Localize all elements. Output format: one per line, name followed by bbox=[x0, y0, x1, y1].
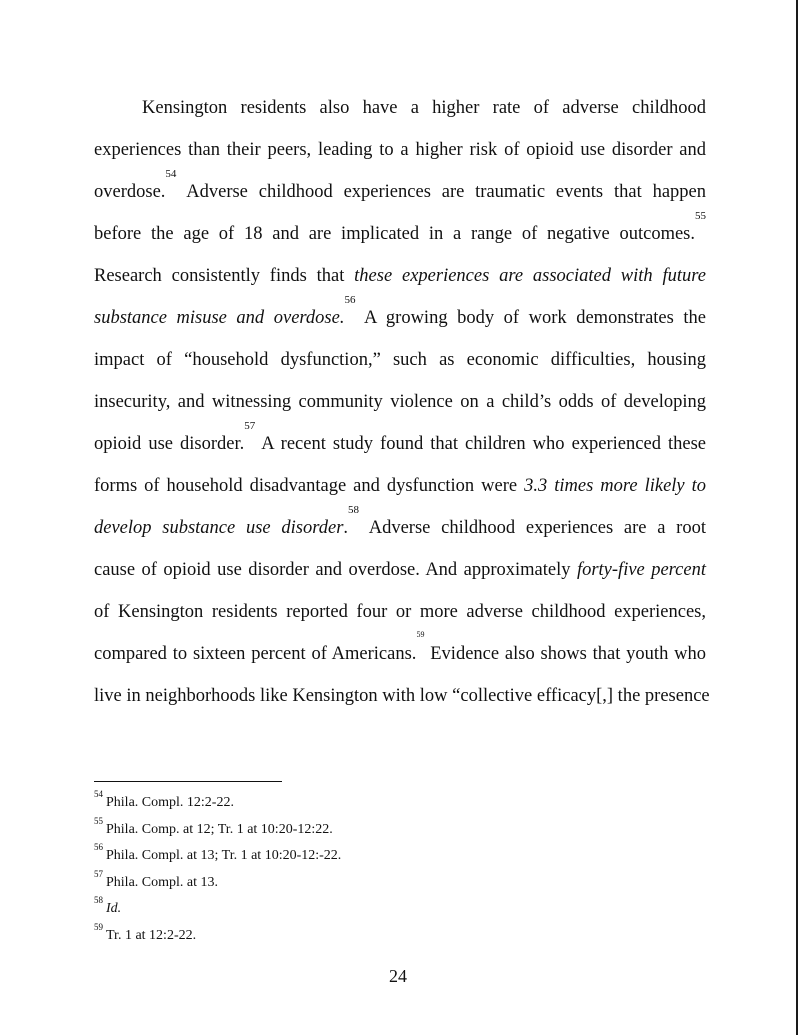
text-line bbox=[94, 129, 706, 171]
text-segment: overdose. bbox=[94, 182, 166, 202]
footnote-reference: 54 bbox=[165, 168, 177, 180]
footnote-reference: 58 bbox=[348, 504, 360, 516]
italic-text: develop substance use disorder bbox=[94, 518, 344, 538]
italic-text: Id. bbox=[106, 901, 122, 916]
footnote-number: 54 bbox=[94, 789, 103, 799]
text-segment: Adverse childhood experiences are a root bbox=[359, 518, 706, 538]
text-line bbox=[94, 381, 706, 423]
text-segment: insecurity, and witnessing community violence on a child’s odds of developing bbox=[94, 392, 706, 412]
text-line bbox=[94, 294, 706, 339]
footnotes-list bbox=[94, 790, 706, 949]
footnote-item bbox=[94, 817, 706, 844]
text-segment: live in neighborhoods like Kensington with low “collective efficacy[,] the presence bbox=[94, 686, 710, 706]
body-paragraph bbox=[94, 87, 710, 717]
text-line bbox=[94, 630, 707, 675]
page-number: 24 bbox=[389, 966, 407, 986]
text-segment: A growing body of work demonstrates the bbox=[355, 308, 706, 328]
text-segment: cause of opioid use disorder and overdose. And approximately bbox=[94, 560, 577, 580]
text-segment: Phila. Compl. at 13. bbox=[106, 874, 218, 890]
text-segment: before the age of 18 and are implicated in a range of negative outcomes. bbox=[94, 224, 695, 244]
text-segment: Tr. 1 at 12:2-22. bbox=[106, 927, 197, 943]
text-line bbox=[94, 210, 706, 255]
text-segment: A recent study found that children who experienced these bbox=[255, 434, 706, 454]
text-line bbox=[94, 675, 710, 717]
text-segment: . bbox=[343, 518, 349, 538]
text-segment: Adverse childhood experiences are traumatic events that happen bbox=[176, 182, 706, 202]
text-segment: Research consistently finds that bbox=[94, 266, 355, 286]
text-segment: forms of household disadvantage and dysfunction were bbox=[94, 476, 525, 496]
footnote-reference: 56 bbox=[344, 294, 356, 306]
text-segment: experiences than their peers, leading to a higher risk of opioid use disorder and bbox=[94, 140, 706, 160]
text-segment: Phila. Comp. at 12; Tr. 1 at 10:20-12:22. bbox=[106, 821, 333, 837]
text-line bbox=[94, 549, 706, 591]
footnote-separator bbox=[94, 781, 282, 782]
footnote-number: 58 bbox=[94, 895, 103, 905]
footnote-item bbox=[94, 896, 706, 923]
text-segment: compared to sixteen percent of Americans. bbox=[94, 644, 417, 664]
footnote-number: 57 bbox=[94, 868, 103, 879]
text-segment: Evidence also shows that youth who bbox=[424, 644, 707, 664]
footnote-item bbox=[94, 790, 706, 817]
text-segment: Phila. Compl. 12:2-22. bbox=[106, 795, 234, 810]
footnote-number: 55 bbox=[94, 815, 103, 826]
footnote-item bbox=[94, 923, 706, 950]
text-segment: impact of “household dysfunction,” such as economic difficulties, housing bbox=[94, 350, 706, 370]
italic-text: forty-five percent bbox=[576, 560, 706, 580]
text-line bbox=[94, 420, 706, 465]
footnote-item bbox=[94, 870, 706, 897]
italic-text: substance misuse and overdose. bbox=[94, 308, 345, 328]
footnote-reference: 59 bbox=[416, 630, 425, 639]
footnote-item bbox=[94, 843, 706, 870]
text-segment: opioid use disorder. bbox=[94, 434, 245, 454]
italic-text: 3.3 times more likely to bbox=[524, 476, 707, 496]
text-segment: of Kensington residents reported four or more adverse childhood experiences, bbox=[94, 602, 706, 622]
text-segment: Kensington residents also have a higher rate of adverse childhood bbox=[142, 98, 706, 118]
text-line bbox=[94, 168, 706, 213]
text-line bbox=[94, 504, 706, 549]
text-line bbox=[94, 339, 706, 381]
text-segment: Phila. Compl. at 13; Tr. 1 at 10:20-12:-22. bbox=[106, 848, 342, 863]
footnote-reference: 57 bbox=[244, 420, 256, 432]
text-line bbox=[94, 255, 706, 297]
footnote-number: 59 bbox=[94, 921, 103, 932]
italic-text: these experiences are associated with future bbox=[354, 266, 706, 286]
footnote-reference: 55 bbox=[695, 210, 706, 222]
text-line bbox=[94, 87, 706, 129]
text-line bbox=[94, 465, 706, 507]
text-line bbox=[94, 591, 706, 633]
footnote-number: 56 bbox=[94, 842, 103, 852]
